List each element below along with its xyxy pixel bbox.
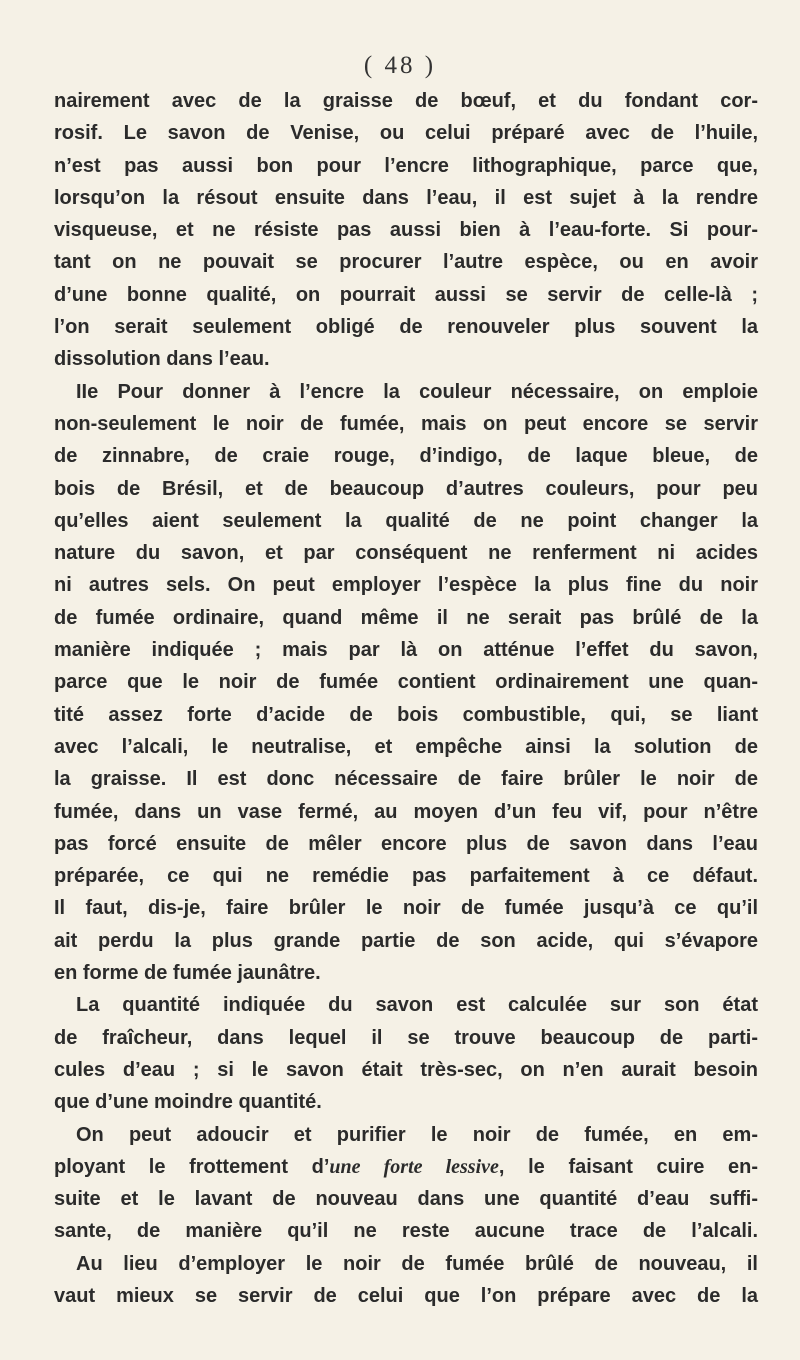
- text-line: sante, de manière qu’il ne reste aucune trace de l’alcali.: [54, 1220, 758, 1243]
- text-line: la graisse. Il est donc nécessaire de faire brûler le noir de: [54, 768, 758, 791]
- italic-fragment: une forte lessive: [329, 1155, 499, 1178]
- text-line: ait perdu la plus grande partie de son acide, qui s’évapore: [54, 929, 758, 952]
- text-line: rosif. Le savon de Venise, ou celui préparé avec de l’huile,: [54, 122, 758, 145]
- text-line: parce que le noir de fumée contient ordinairement une quan-: [54, 671, 758, 694]
- text-line: l’on serait seulement obligé de renouveler plus souvent la: [54, 316, 758, 339]
- text-fragment: ployant le frottement d’: [54, 1155, 330, 1178]
- text-line: cules d’eau ; si le savon était très-sec, on n’en aurait besoin: [54, 1058, 758, 1081]
- text-line: dissolution dans l’eau.: [54, 348, 270, 371]
- body-text: [54, 85, 758, 1312]
- text-line: fumée, dans un vase fermé, au moyen d’un feu vif, pour n’être: [54, 800, 758, 823]
- text-line: de fraîcheur, dans lequel il se trouve beaucoup de parti-: [54, 1026, 758, 1049]
- text-line: non-seulement le noir de fumée, mais on peut encore se servir: [54, 412, 758, 435]
- text-line: Au lieu d’employer le noir de fumée brûlé de nouveau, il: [76, 1252, 758, 1275]
- text-line: visqueuse, et ne résiste pas aussi bien à l’eau-forte. Si pour-: [54, 219, 758, 242]
- page-number: ( 48 ): [363, 52, 437, 79]
- text-line: La quantité indiquée du savon est calculée sur son état: [76, 994, 758, 1017]
- text-line: de zinnabre, de craie rouge, d’indigo, de laque bleue, de: [54, 445, 758, 468]
- text-line: Il faut, dis-je, faire brûler le noir de fumée jusqu’à ce qu’il: [54, 897, 758, 920]
- text-line: lorsqu’on la résout ensuite dans l’eau, il est sujet à la rendre: [54, 186, 758, 209]
- text-line: que d’une moindre quantité.: [54, 1091, 322, 1114]
- text-line: nairement avec de la graisse de bœuf, et du fondant cor-: [54, 90, 758, 112]
- text-line: manière indiquée ; mais par là on atténue l’effet du savon,: [54, 639, 758, 662]
- text-line: en forme de fumée jaunâtre.: [54, 962, 321, 985]
- text-line: pas forcé ensuite de mêler encore plus de savon dans l’eau: [54, 832, 758, 855]
- text-line: IIe Pour donner à l’encre la couleur nécessaire, on emploie: [76, 380, 758, 403]
- text-line: avec l’alcali, le neutralise, et empêche ainsi la solution de: [54, 735, 758, 758]
- text-line: On peut adoucir et purifier le noir de fumée, en em-: [76, 1123, 758, 1146]
- text-line: qu’elles aient seulement la qualité de ne point changer la: [54, 509, 758, 532]
- text-line: bois de Brésil, et de beaucoup d’autres couleurs, pour peu: [54, 477, 758, 500]
- text-line: préparée, ce qui ne remédie pas parfaitement à ce défaut.: [54, 865, 758, 888]
- text-line: nature du savon, et par conséquent ne renferment ni acides: [54, 542, 758, 565]
- text-line: n’est pas aussi bon pour l’encre lithographique, parce que,: [54, 154, 758, 177]
- text-line: ni autres sels. On peut employer l’espèce la plus fine du noir: [54, 574, 758, 597]
- text-line: suite et le lavant de nouveau dans une quantité d’eau suffi-: [54, 1188, 758, 1211]
- text-line: tité assez forte d’acide de bois combustible, qui, se liant: [54, 703, 758, 726]
- text-line: tant on ne pouvait se procurer l’autre espèce, ou en avoir: [54, 251, 758, 274]
- text-line: vaut mieux se servir de celui que l’on prépare avec de la: [54, 1284, 758, 1307]
- text-line-with-italic: [54, 1151, 758, 1183]
- text-line: d’une bonne qualité, on pourrait aussi se servir de celle-là ;: [54, 283, 758, 306]
- text-line: de fumée ordinaire, quand même il ne serait pas brûlé de la: [54, 606, 758, 629]
- text-fragment: , le faisant cuire en-: [498, 1155, 759, 1178]
